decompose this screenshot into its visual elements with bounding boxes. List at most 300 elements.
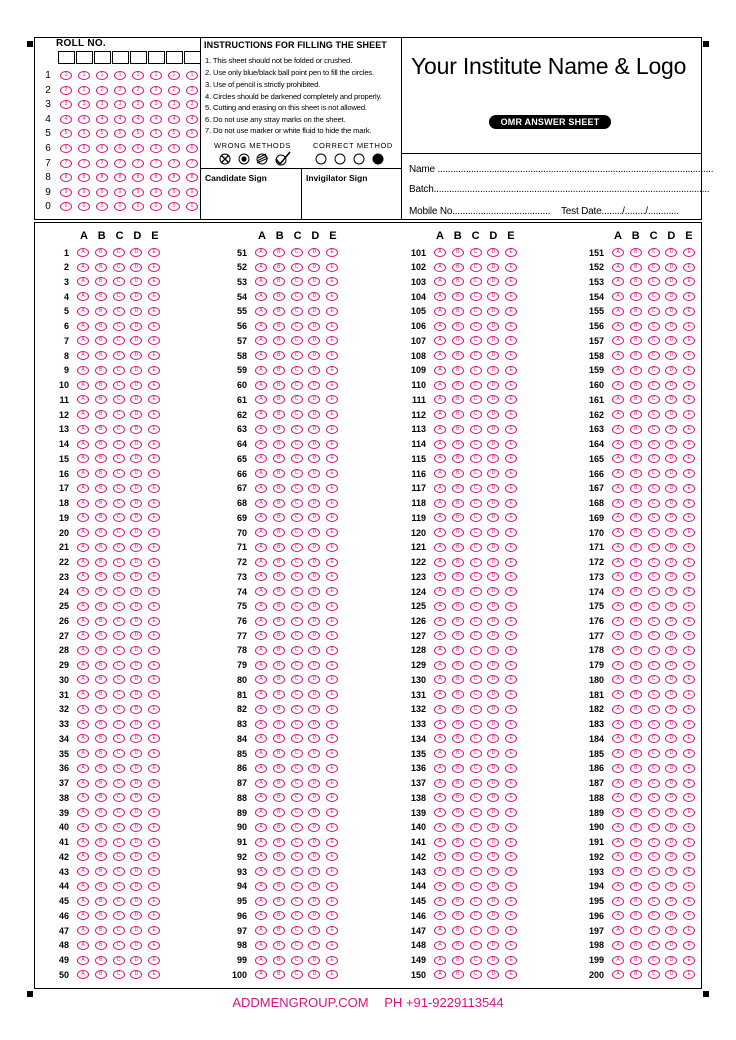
answer-bubble[interactable]: A xyxy=(612,336,624,345)
answer-bubble[interactable]: B xyxy=(273,897,285,906)
answer-bubble[interactable]: C xyxy=(648,926,660,935)
answer-bubble[interactable]: A xyxy=(77,381,89,390)
answer-bubble[interactable]: E xyxy=(326,808,338,817)
answer-bubble[interactable]: D xyxy=(487,720,499,729)
answer-bubble[interactable]: D xyxy=(130,425,142,434)
answer-bubble[interactable]: C xyxy=(470,454,482,463)
answer-bubble[interactable]: D xyxy=(130,440,142,449)
answer-bubble[interactable]: E xyxy=(683,779,695,788)
answer-bubble[interactable]: C xyxy=(291,631,303,640)
answer-bubble[interactable]: C xyxy=(470,572,482,581)
answer-bubble[interactable]: D xyxy=(487,631,499,640)
answer-bubble[interactable]: E xyxy=(683,410,695,419)
answer-bubble[interactable]: A xyxy=(434,543,446,552)
answer-bubble[interactable]: B xyxy=(95,395,107,404)
answer-bubble[interactable]: D xyxy=(130,543,142,552)
roll-bubble[interactable]: 2 xyxy=(114,86,126,95)
answer-bubble[interactable]: D xyxy=(665,263,677,272)
answer-bubble[interactable]: B xyxy=(630,395,642,404)
answer-bubble[interactable]: E xyxy=(148,793,160,802)
answer-bubble[interactable]: D xyxy=(665,454,677,463)
answer-bubble[interactable]: A xyxy=(77,764,89,773)
answer-bubble[interactable]: C xyxy=(470,395,482,404)
answer-bubble[interactable]: A xyxy=(434,882,446,891)
roll-bubble[interactable]: 1 xyxy=(114,71,126,80)
answer-bubble[interactable]: D xyxy=(487,528,499,537)
answer-bubble[interactable]: A xyxy=(434,572,446,581)
answer-bubble[interactable]: E xyxy=(505,793,517,802)
answer-bubble[interactable]: B xyxy=(273,779,285,788)
answer-bubble[interactable]: B xyxy=(630,513,642,522)
answer-bubble[interactable]: D xyxy=(130,867,142,876)
roll-bubble[interactable]: 5 xyxy=(78,129,90,138)
answer-bubble[interactable]: C xyxy=(113,381,125,390)
answer-bubble[interactable]: B xyxy=(630,617,642,626)
answer-bubble[interactable]: D xyxy=(130,587,142,596)
answer-bubble[interactable]: D xyxy=(487,499,499,508)
answer-bubble[interactable]: A xyxy=(77,292,89,301)
answer-bubble[interactable]: B xyxy=(95,734,107,743)
answer-bubble[interactable]: E xyxy=(505,749,517,758)
roll-bubble[interactable]: 4 xyxy=(150,115,162,124)
answer-bubble[interactable]: C xyxy=(648,351,660,360)
answer-bubble[interactable]: D xyxy=(665,764,677,773)
answer-bubble[interactable]: C xyxy=(470,852,482,861)
answer-bubble[interactable]: B xyxy=(273,484,285,493)
answer-bubble[interactable]: A xyxy=(434,764,446,773)
answer-bubble[interactable]: E xyxy=(505,926,517,935)
answer-bubble[interactable]: E xyxy=(683,602,695,611)
answer-bubble[interactable]: C xyxy=(470,440,482,449)
answer-bubble[interactable]: A xyxy=(77,617,89,626)
answer-bubble[interactable]: C xyxy=(648,528,660,537)
answer-bubble[interactable]: A xyxy=(77,277,89,286)
roll-bubble[interactable]: 4 xyxy=(186,115,198,124)
answer-bubble[interactable]: B xyxy=(630,277,642,286)
answer-bubble[interactable]: D xyxy=(308,469,320,478)
answer-bubble[interactable]: B xyxy=(95,469,107,478)
answer-bubble[interactable]: A xyxy=(77,720,89,729)
answer-bubble[interactable]: E xyxy=(326,587,338,596)
answer-bubble[interactable]: A xyxy=(77,970,89,979)
answer-bubble[interactable]: C xyxy=(648,263,660,272)
answer-bubble[interactable]: C xyxy=(113,307,125,316)
answer-bubble[interactable]: E xyxy=(148,882,160,891)
answer-bubble[interactable]: D xyxy=(487,882,499,891)
answer-bubble[interactable]: C xyxy=(470,602,482,611)
answer-bubble[interactable]: D xyxy=(487,381,499,390)
answer-bubble[interactable]: E xyxy=(326,646,338,655)
answer-bubble[interactable]: A xyxy=(255,410,267,419)
answer-bubble[interactable]: C xyxy=(648,440,660,449)
answer-bubble[interactable]: D xyxy=(487,469,499,478)
answer-bubble[interactable]: E xyxy=(148,911,160,920)
answer-bubble[interactable]: D xyxy=(130,631,142,640)
answer-bubble[interactable]: E xyxy=(148,263,160,272)
answer-bubble[interactable]: C xyxy=(648,882,660,891)
answer-bubble[interactable]: E xyxy=(326,690,338,699)
answer-bubble[interactable]: B xyxy=(273,631,285,640)
answer-bubble[interactable]: C xyxy=(291,395,303,404)
answer-bubble[interactable]: A xyxy=(612,808,624,817)
answer-bubble[interactable]: A xyxy=(612,867,624,876)
answer-bubble[interactable]: C xyxy=(648,720,660,729)
answer-bubble[interactable]: C xyxy=(291,469,303,478)
answer-bubble[interactable]: D xyxy=(130,720,142,729)
answer-bubble[interactable]: C xyxy=(648,867,660,876)
answer-bubble[interactable]: C xyxy=(113,882,125,891)
roll-bubble[interactable]: 3 xyxy=(168,100,180,109)
name-field[interactable]: Name ........................................................................................................... xyxy=(409,164,714,175)
answer-bubble[interactable]: A xyxy=(612,513,624,522)
answer-bubble[interactable]: E xyxy=(505,675,517,684)
roll-bubble[interactable]: 2 xyxy=(96,86,108,95)
answer-bubble[interactable]: C xyxy=(470,675,482,684)
answer-bubble[interactable]: D xyxy=(308,661,320,670)
answer-bubble[interactable]: A xyxy=(434,617,446,626)
answer-bubble[interactable]: D xyxy=(487,513,499,522)
answer-bubble[interactable]: C xyxy=(113,558,125,567)
answer-bubble[interactable]: D xyxy=(487,277,499,286)
answer-bubble[interactable]: A xyxy=(255,646,267,655)
answer-bubble[interactable]: D xyxy=(130,513,142,522)
answer-bubble[interactable]: D xyxy=(308,454,320,463)
answer-bubble[interactable]: E xyxy=(505,882,517,891)
answer-bubble[interactable]: B xyxy=(630,425,642,434)
answer-bubble[interactable]: C xyxy=(648,572,660,581)
answer-bubble[interactable]: C xyxy=(470,499,482,508)
answer-bubble[interactable]: E xyxy=(326,440,338,449)
answer-bubble[interactable]: D xyxy=(308,322,320,331)
roll-bubble[interactable]: 3 xyxy=(150,100,162,109)
answer-bubble[interactable]: B xyxy=(273,661,285,670)
roll-bubble[interactable]: 0 xyxy=(168,202,180,211)
answer-bubble[interactable]: D xyxy=(665,499,677,508)
answer-bubble[interactable]: E xyxy=(326,381,338,390)
answer-bubble[interactable]: A xyxy=(77,690,89,699)
answer-bubble[interactable]: E xyxy=(148,720,160,729)
answer-bubble[interactable]: D xyxy=(308,838,320,847)
answer-bubble[interactable]: C xyxy=(291,823,303,832)
answer-bubble[interactable]: D xyxy=(130,705,142,714)
answer-bubble[interactable]: A xyxy=(612,823,624,832)
answer-bubble[interactable]: C xyxy=(291,440,303,449)
answer-bubble[interactable]: C xyxy=(470,867,482,876)
answer-bubble[interactable]: B xyxy=(630,248,642,257)
answer-bubble[interactable]: C xyxy=(648,336,660,345)
answer-bubble[interactable]: C xyxy=(470,808,482,817)
answer-bubble[interactable]: B xyxy=(95,558,107,567)
roll-bubble[interactable]: 2 xyxy=(78,86,90,95)
answer-bubble[interactable]: A xyxy=(612,499,624,508)
answer-bubble[interactable]: E xyxy=(326,631,338,640)
roll-bubble[interactable]: 7 xyxy=(60,159,72,168)
answer-bubble[interactable]: C xyxy=(648,307,660,316)
answer-bubble[interactable]: B xyxy=(452,336,464,345)
answer-bubble[interactable]: E xyxy=(683,395,695,404)
answer-bubble[interactable]: E xyxy=(148,734,160,743)
answer-bubble[interactable]: B xyxy=(630,823,642,832)
answer-bubble[interactable]: B xyxy=(630,941,642,950)
answer-bubble[interactable]: C xyxy=(470,661,482,670)
answer-bubble[interactable]: E xyxy=(148,336,160,345)
answer-bubble[interactable]: B xyxy=(452,292,464,301)
answer-bubble[interactable]: A xyxy=(434,970,446,979)
answer-bubble[interactable]: B xyxy=(452,602,464,611)
answer-bubble[interactable]: E xyxy=(683,661,695,670)
answer-bubble[interactable]: D xyxy=(308,617,320,626)
answer-bubble[interactable]: C xyxy=(113,867,125,876)
answer-bubble[interactable]: B xyxy=(273,469,285,478)
answer-bubble[interactable]: A xyxy=(612,602,624,611)
roll-bubble[interactable]: 1 xyxy=(78,71,90,80)
answer-bubble[interactable]: B xyxy=(95,263,107,272)
answer-bubble[interactable]: C xyxy=(648,277,660,286)
answer-bubble[interactable]: D xyxy=(487,440,499,449)
answer-bubble[interactable]: C xyxy=(291,675,303,684)
answer-bubble[interactable]: A xyxy=(77,499,89,508)
answer-bubble[interactable]: C xyxy=(291,867,303,876)
answer-bubble[interactable]: A xyxy=(612,322,624,331)
answer-bubble[interactable]: C xyxy=(470,351,482,360)
answer-bubble[interactable]: A xyxy=(612,410,624,419)
roll-bubble[interactable]: 3 xyxy=(96,100,108,109)
answer-bubble[interactable]: D xyxy=(665,911,677,920)
answer-bubble[interactable]: D xyxy=(308,351,320,360)
roll-bubble[interactable]: 0 xyxy=(150,202,162,211)
answer-bubble[interactable]: E xyxy=(505,366,517,375)
answer-bubble[interactable]: A xyxy=(77,528,89,537)
answer-bubble[interactable]: A xyxy=(255,661,267,670)
answer-bubble[interactable]: C xyxy=(113,336,125,345)
answer-bubble[interactable]: A xyxy=(434,631,446,640)
answer-bubble[interactable]: A xyxy=(434,558,446,567)
answer-bubble[interactable]: A xyxy=(434,587,446,596)
roll-digit-box[interactable] xyxy=(94,51,111,64)
answer-bubble[interactable]: E xyxy=(683,587,695,596)
answer-bubble[interactable]: B xyxy=(273,823,285,832)
answer-bubble[interactable]: C xyxy=(113,587,125,596)
answer-bubble[interactable]: E xyxy=(683,956,695,965)
answer-bubble[interactable]: D xyxy=(665,425,677,434)
answer-bubble[interactable]: A xyxy=(255,307,267,316)
answer-bubble[interactable]: B xyxy=(452,690,464,699)
answer-bubble[interactable]: A xyxy=(612,425,624,434)
answer-bubble[interactable]: E xyxy=(148,292,160,301)
answer-bubble[interactable]: C xyxy=(648,793,660,802)
roll-bubble[interactable]: 6 xyxy=(96,144,108,153)
answer-bubble[interactable]: A xyxy=(434,307,446,316)
answer-bubble[interactable]: D xyxy=(665,808,677,817)
answer-bubble[interactable]: A xyxy=(434,410,446,419)
answer-bubble[interactable]: D xyxy=(487,956,499,965)
answer-bubble[interactable]: B xyxy=(630,675,642,684)
answer-bubble[interactable]: D xyxy=(487,572,499,581)
answer-bubble[interactable]: C xyxy=(113,911,125,920)
answer-bubble[interactable]: A xyxy=(612,543,624,552)
answer-bubble[interactable]: C xyxy=(648,425,660,434)
answer-bubble[interactable]: D xyxy=(665,941,677,950)
answer-bubble[interactable]: A xyxy=(77,469,89,478)
roll-bubble[interactable]: 7 xyxy=(78,159,90,168)
answer-bubble[interactable]: D xyxy=(130,734,142,743)
roll-bubble[interactable]: 3 xyxy=(186,100,198,109)
answer-bubble[interactable]: B xyxy=(630,690,642,699)
answer-bubble[interactable]: C xyxy=(470,749,482,758)
answer-bubble[interactable]: E xyxy=(505,867,517,876)
answer-bubble[interactable]: C xyxy=(113,277,125,286)
answer-bubble[interactable]: A xyxy=(255,911,267,920)
answer-bubble[interactable]: C xyxy=(648,646,660,655)
answer-bubble[interactable]: B xyxy=(273,793,285,802)
answer-bubble[interactable]: E xyxy=(326,852,338,861)
answer-bubble[interactable]: D xyxy=(130,690,142,699)
answer-bubble[interactable]: D xyxy=(130,469,142,478)
answer-bubble[interactable]: A xyxy=(434,336,446,345)
answer-bubble[interactable]: E xyxy=(505,499,517,508)
answer-bubble[interactable]: A xyxy=(612,381,624,390)
answer-bubble[interactable]: D xyxy=(308,867,320,876)
answer-bubble[interactable]: B xyxy=(95,852,107,861)
answer-bubble[interactable]: D xyxy=(308,410,320,419)
roll-bubble[interactable]: 8 xyxy=(96,173,108,182)
answer-bubble[interactable]: E xyxy=(505,705,517,714)
answer-bubble[interactable]: D xyxy=(487,454,499,463)
answer-bubble[interactable]: E xyxy=(683,543,695,552)
answer-bubble[interactable]: B xyxy=(273,911,285,920)
answer-bubble[interactable]: D xyxy=(665,646,677,655)
answer-bubble[interactable]: D xyxy=(130,484,142,493)
answer-bubble[interactable]: B xyxy=(95,277,107,286)
answer-bubble[interactable]: E xyxy=(505,469,517,478)
answer-bubble[interactable]: D xyxy=(130,823,142,832)
answer-bubble[interactable]: C xyxy=(648,410,660,419)
answer-bubble[interactable]: E xyxy=(683,838,695,847)
roll-bubble[interactable]: 8 xyxy=(168,173,180,182)
answer-bubble[interactable]: B xyxy=(452,646,464,655)
answer-bubble[interactable]: A xyxy=(77,926,89,935)
answer-bubble[interactable]: A xyxy=(612,248,624,257)
answer-bubble[interactable]: D xyxy=(308,646,320,655)
answer-bubble[interactable]: C xyxy=(291,838,303,847)
answer-bubble[interactable]: A xyxy=(77,705,89,714)
answer-bubble[interactable]: A xyxy=(77,779,89,788)
answer-bubble[interactable]: D xyxy=(130,336,142,345)
answer-bubble[interactable]: E xyxy=(148,617,160,626)
answer-bubble[interactable]: C xyxy=(291,602,303,611)
answer-bubble[interactable]: E xyxy=(505,543,517,552)
answer-bubble[interactable]: D xyxy=(665,513,677,522)
answer-bubble[interactable]: C xyxy=(113,263,125,272)
answer-bubble[interactable]: E xyxy=(326,705,338,714)
answer-bubble[interactable]: B xyxy=(273,852,285,861)
answer-bubble[interactable]: A xyxy=(434,897,446,906)
answer-bubble[interactable]: B xyxy=(273,366,285,375)
answer-bubble[interactable]: A xyxy=(255,838,267,847)
answer-bubble[interactable]: D xyxy=(487,425,499,434)
answer-bubble[interactable]: C xyxy=(113,617,125,626)
answer-bubble[interactable]: E xyxy=(326,793,338,802)
answer-bubble[interactable]: A xyxy=(434,440,446,449)
answer-bubble[interactable]: D xyxy=(487,351,499,360)
answer-bubble[interactable]: B xyxy=(95,911,107,920)
answer-bubble[interactable]: D xyxy=(308,911,320,920)
answer-bubble[interactable]: D xyxy=(130,322,142,331)
answer-bubble[interactable]: E xyxy=(505,440,517,449)
answer-bubble[interactable]: E xyxy=(326,867,338,876)
answer-bubble[interactable]: D xyxy=(308,705,320,714)
answer-bubble[interactable]: E xyxy=(326,454,338,463)
answer-bubble[interactable]: B xyxy=(95,292,107,301)
answer-bubble[interactable]: B xyxy=(273,867,285,876)
answer-bubble[interactable]: D xyxy=(130,292,142,301)
answer-bubble[interactable]: B xyxy=(95,941,107,950)
answer-bubble[interactable]: C xyxy=(470,646,482,655)
answer-bubble[interactable]: B xyxy=(452,248,464,257)
answer-bubble[interactable]: A xyxy=(77,823,89,832)
answer-bubble[interactable]: B xyxy=(273,808,285,817)
answer-bubble[interactable]: D xyxy=(308,425,320,434)
answer-bubble[interactable]: B xyxy=(630,602,642,611)
answer-bubble[interactable]: C xyxy=(470,779,482,788)
answer-bubble[interactable]: B xyxy=(273,248,285,257)
answer-bubble[interactable]: E xyxy=(505,395,517,404)
answer-bubble[interactable]: A xyxy=(612,926,624,935)
answer-bubble[interactable]: D xyxy=(665,926,677,935)
answer-bubble[interactable]: E xyxy=(683,440,695,449)
answer-bubble[interactable]: B xyxy=(452,764,464,773)
answer-bubble[interactable]: E xyxy=(505,911,517,920)
answer-bubble[interactable]: E xyxy=(505,513,517,522)
answer-bubble[interactable]: C xyxy=(470,911,482,920)
answer-bubble[interactable]: A xyxy=(255,469,267,478)
answer-bubble[interactable]: C xyxy=(648,322,660,331)
answer-bubble[interactable]: D xyxy=(665,307,677,316)
answer-bubble[interactable]: A xyxy=(434,602,446,611)
answer-bubble[interactable]: C xyxy=(291,513,303,522)
answer-bubble[interactable]: E xyxy=(148,366,160,375)
answer-bubble[interactable]: B xyxy=(630,351,642,360)
answer-bubble[interactable]: C xyxy=(470,322,482,331)
answer-bubble[interactable]: B xyxy=(273,882,285,891)
answer-bubble[interactable]: B xyxy=(273,425,285,434)
answer-bubble[interactable]: C xyxy=(470,838,482,847)
answer-bubble[interactable]: B xyxy=(273,705,285,714)
answer-bubble[interactable]: B xyxy=(95,248,107,257)
roll-bubble[interactable]: 9 xyxy=(186,188,198,197)
answer-bubble[interactable]: B xyxy=(452,911,464,920)
answer-bubble[interactable]: C xyxy=(470,336,482,345)
answer-bubble[interactable]: D xyxy=(665,705,677,714)
answer-bubble[interactable]: D xyxy=(308,882,320,891)
answer-bubble[interactable]: D xyxy=(665,852,677,861)
answer-bubble[interactable]: D xyxy=(487,543,499,552)
answer-bubble[interactable]: B xyxy=(95,572,107,581)
answer-bubble[interactable]: D xyxy=(487,661,499,670)
answer-bubble[interactable]: C xyxy=(291,381,303,390)
answer-bubble[interactable]: D xyxy=(487,926,499,935)
answer-bubble[interactable]: C xyxy=(291,690,303,699)
answer-bubble[interactable]: C xyxy=(648,838,660,847)
answer-bubble[interactable]: C xyxy=(470,248,482,257)
answer-bubble[interactable]: D xyxy=(308,970,320,979)
answer-bubble[interactable]: C xyxy=(648,779,660,788)
answer-bubble[interactable]: D xyxy=(665,690,677,699)
answer-bubble[interactable]: A xyxy=(434,779,446,788)
answer-bubble[interactable]: D xyxy=(665,292,677,301)
answer-bubble[interactable]: D xyxy=(487,366,499,375)
answer-bubble[interactable]: A xyxy=(434,484,446,493)
